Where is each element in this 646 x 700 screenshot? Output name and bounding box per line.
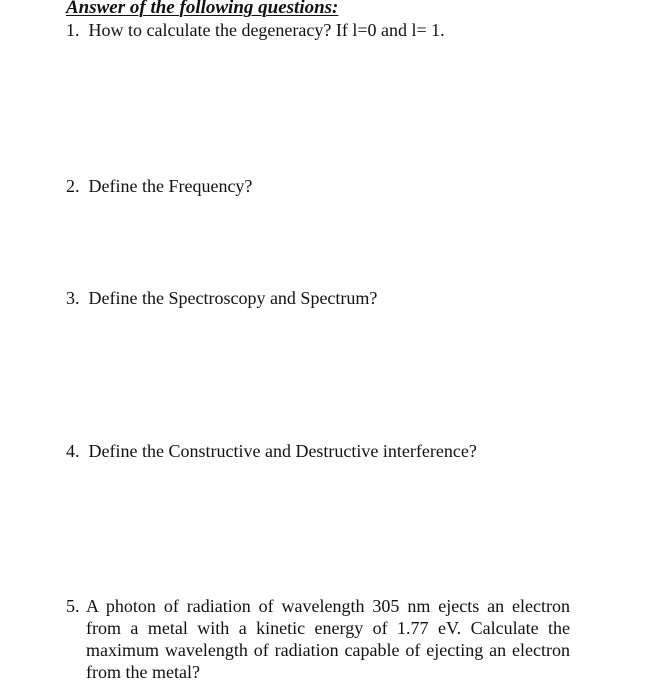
question-number: 4. (66, 441, 84, 461)
question-4 (66, 440, 477, 462)
question-1 (66, 19, 445, 41)
sheet-heading: Answer of the following questions: (66, 0, 339, 18)
question-number: 2. (66, 176, 84, 196)
question-text: Define the Spectroscopy and Spectrum? (88, 288, 378, 308)
question-number: 1. (66, 20, 84, 40)
question-number: 3. (66, 288, 84, 308)
question-5 (66, 595, 570, 683)
question-text: Define the Frequency? (88, 176, 253, 196)
question-text: How to calculate the degeneracy? If l=0 and l= 1. (88, 20, 445, 40)
question-text: Define the Constructive and Destructive interference? (88, 441, 477, 461)
question-2 (66, 175, 252, 197)
question-3 (66, 287, 377, 309)
question-number: 5. (66, 596, 80, 616)
question-text: A photon of radiation of wavelength 305 nm ejects an electron from a metal with a kinetic energy of 1.77 eV. Calculate the maximum wavelength of radiation capable of ejecting an electron from the metal? (86, 596, 570, 682)
